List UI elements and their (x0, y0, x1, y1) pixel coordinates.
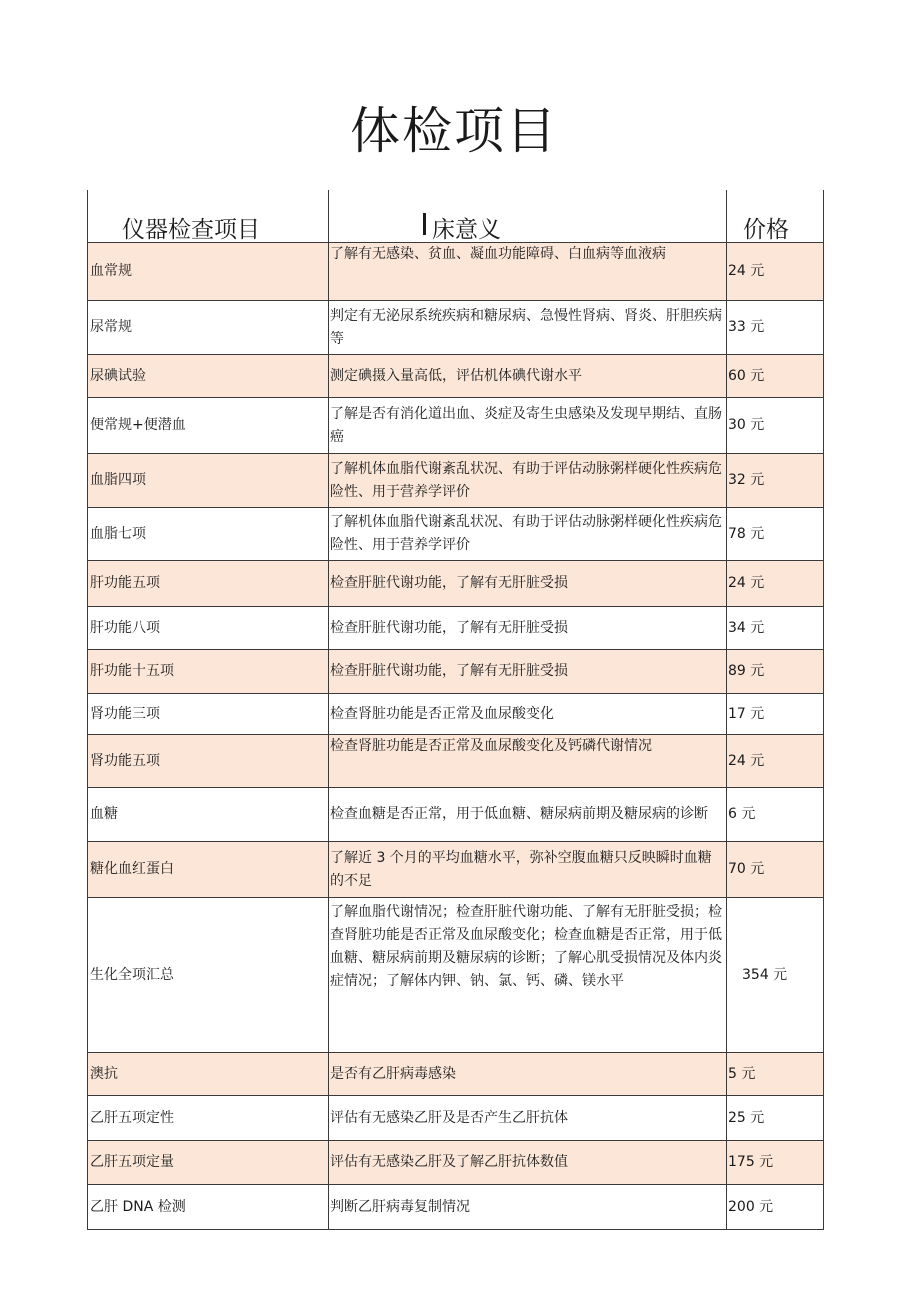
table-row (88, 694, 824, 735)
price-cell: 17 元 (727, 694, 824, 735)
table-row (88, 1096, 824, 1141)
table-row (88, 1053, 824, 1096)
item-cell: 生化全项汇总 (88, 898, 329, 1053)
meaning-cell: 是否有乙肝病毒感染 (329, 1053, 727, 1096)
table-row (88, 1141, 824, 1185)
table-row (88, 735, 824, 788)
item-cell: 肾功能五项 (88, 735, 329, 788)
meaning-cell: 检查肾脏功能是否正常及血尿酸变化及钙磷代谢情况 (329, 735, 727, 788)
meaning-cell: 判断乙肝病毒复制情况 (329, 1185, 727, 1230)
header-meaning (329, 190, 727, 243)
price-cell: 175 元 (727, 1141, 824, 1185)
cursor-bar-icon (423, 213, 426, 235)
header-price: 价格 (727, 190, 824, 243)
table-row (88, 1185, 824, 1230)
item-cell: 糖化血红蛋白 (88, 842, 329, 898)
price-cell: 6 元 (727, 788, 824, 842)
table-row (88, 607, 824, 650)
price-cell: 78 元 (727, 508, 824, 561)
item-cell: 乙肝五项定量 (88, 1141, 329, 1185)
price-cell: 25 元 (727, 1096, 824, 1141)
header-item: 仪器检查项目 (88, 190, 329, 243)
price-cell: 24 元 (727, 561, 824, 607)
item-cell: 肝功能五项 (88, 561, 329, 607)
exam-items-table (87, 190, 824, 1230)
meaning-cell: 了解血脂代谢情况；检查肝脏代谢功能、了解有无肝脏受损；检查肾脏功能是否正常及血尿酸变化；检查血糖是否正常，用于低血糖、糖尿病前期及糖尿病的诊断；了解心肌受损情况及体内炎症情况；了解体内钾、钠、氯、钙、磷、镁水平 (329, 898, 727, 1053)
table-row (88, 898, 824, 1053)
table-header-row (88, 190, 824, 243)
price-cell: 354 元 (727, 898, 824, 1053)
price-cell: 60 元 (727, 355, 824, 398)
item-cell: 澳抗 (88, 1053, 329, 1096)
meaning-cell: 测定碘摄入量高低，评估机体碘代谢水平 (329, 355, 727, 398)
meaning-cell: 评估有无感染乙肝及了解乙肝抗体数值 (329, 1141, 727, 1185)
item-cell: 乙肝 DNA 检测 (88, 1185, 329, 1230)
table-row (88, 508, 824, 561)
item-cell: 血脂七项 (88, 508, 329, 561)
table-row (88, 454, 824, 508)
table-row (88, 561, 824, 607)
table-row (88, 398, 824, 454)
meaning-cell: 检查肝脏代谢功能，了解有无肝脏受损 (329, 650, 727, 694)
table-row (88, 355, 824, 398)
price-cell: 30 元 (727, 398, 824, 454)
header-meaning-label: 床意义 (432, 217, 501, 243)
price-cell: 24 元 (727, 243, 824, 301)
table-row (88, 788, 824, 842)
item-cell: 乙肝五项定性 (88, 1096, 329, 1141)
meaning-cell: 评估有无感染乙肝及是否产生乙肝抗体 (329, 1096, 727, 1141)
meaning-cell: 了解是否有消化道出血、炎症及寄生虫感染及发现早期结、直肠癌 (329, 398, 727, 454)
price-cell: 70 元 (727, 842, 824, 898)
table-row (88, 842, 824, 898)
item-cell: 肝功能十五项 (88, 650, 329, 694)
page-title: 体检项目 (350, 102, 558, 160)
item-cell: 血常规 (88, 243, 329, 301)
table-row (88, 650, 824, 694)
item-cell: 血脂四项 (88, 454, 329, 508)
table-row (88, 301, 824, 355)
price-cell: 34 元 (727, 607, 824, 650)
price-cell: 33 元 (727, 301, 824, 355)
item-cell: 肝功能八项 (88, 607, 329, 650)
price-cell: 32 元 (727, 454, 824, 508)
exam-items-table-wrapper (87, 190, 824, 1230)
price-cell: 89 元 (727, 650, 824, 694)
item-cell: 尿常规 (88, 301, 329, 355)
meaning-cell: 检查肝脏代谢功能，了解有无肝脏受损 (329, 607, 727, 650)
item-cell: 血糖 (88, 788, 329, 842)
meaning-cell: 了解机体血脂代谢紊乱状况、有助于评估动脉粥样硬化性疾病危险性、用于营养学评价 (329, 454, 727, 508)
meaning-cell: 检查血糖是否正常，用于低血糖、糖尿病前期及糖尿病的诊断 (329, 788, 727, 842)
meaning-cell: 检查肾脏功能是否正常及血尿酸变化 (329, 694, 727, 735)
price-cell: 24 元 (727, 735, 824, 788)
meaning-cell: 了解机体血脂代谢紊乱状况、有助于评估动脉粥样硬化性疾病危险性、用于营养学评价 (329, 508, 727, 561)
price-cell: 5 元 (727, 1053, 824, 1096)
meaning-cell: 了解近 3 个月的平均血糖水平，弥补空腹血糖只反映瞬时血糖的不足 (329, 842, 727, 898)
item-cell: 便常规+便潜血 (88, 398, 329, 454)
price-cell: 200 元 (727, 1185, 824, 1230)
meaning-cell: 检查肝脏代谢功能，了解有无肝脏受损 (329, 561, 727, 607)
meaning-cell: 判定有无泌尿系统疾病和糖尿病、急慢性肾病、肾炎、肝胆疾病等 (329, 301, 727, 355)
meaning-cell: 了解有无感染、贫血、凝血功能障碍、白血病等血液病 (329, 243, 727, 301)
table-row (88, 243, 824, 301)
item-cell: 尿碘试验 (88, 355, 329, 398)
item-cell: 肾功能三项 (88, 694, 329, 735)
